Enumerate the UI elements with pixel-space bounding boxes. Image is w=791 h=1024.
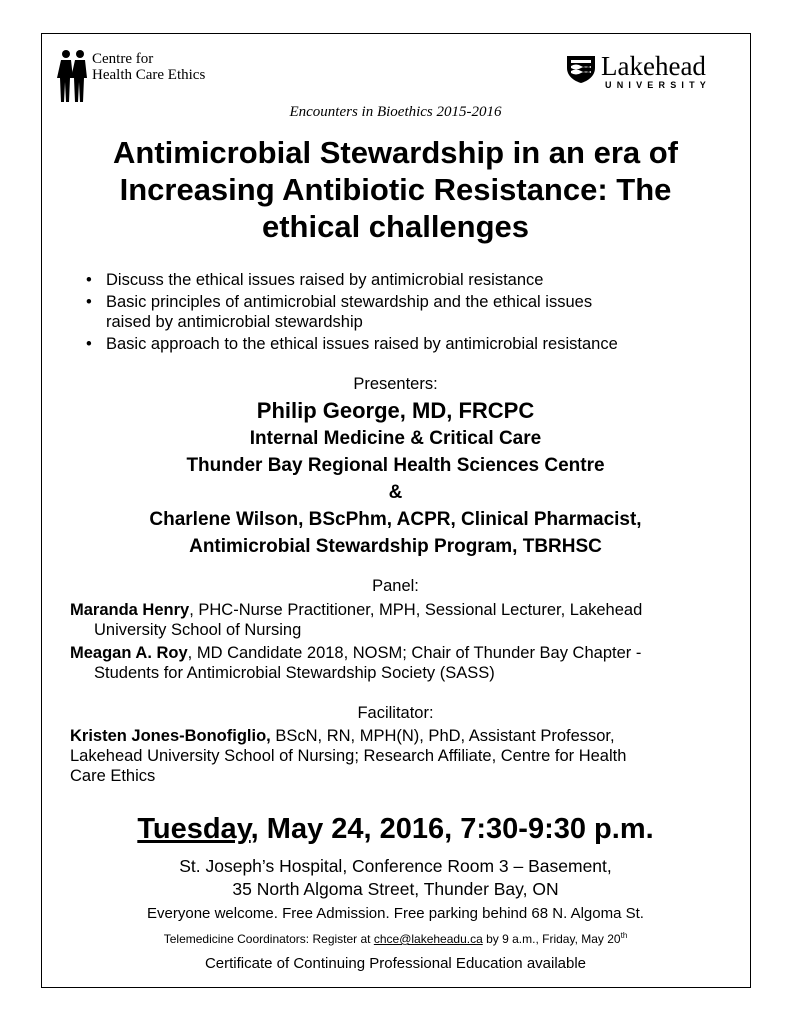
event-day: Tuesday [137, 813, 251, 845]
series-title: Encounters in Bioethics 2015-2016 [289, 104, 502, 120]
certificate-note: Certificate of Continuing Professional Education available [204, 955, 587, 972]
event-date-rest: , May 24, 2016, 7:30-9:30 p.m. [250, 813, 654, 845]
panel-member [70, 600, 750, 640]
people-silhouette-icon [56, 49, 90, 105]
objective-item [84, 334, 724, 354]
presenter2-line2: Antimicrobial Stewardship Program, TBRHSC [189, 536, 602, 557]
presenter-ampersand: & [388, 482, 403, 503]
facilitator-entry [70, 726, 750, 786]
event-date [0, 813, 791, 846]
title-line2: Increasing Antibiotic Resistance: The [119, 172, 672, 207]
panel-member-line2: University School of Nursing [94, 621, 302, 639]
panel-member-line1: , PHC-Nurse Practitioner, MPH, Sessional Lecturer, Lakehead [189, 601, 643, 619]
objective-item [84, 270, 724, 290]
presenters-label: Presenters: [353, 375, 438, 393]
facilitator-line2: Lakehead University School of Nursing; Research Affiliate, Centre for Health [70, 747, 627, 765]
logo-left-text [92, 51, 205, 83]
logo-left-line2: Health Care Ethics [92, 67, 206, 83]
presenter2-line1: Charlene Wilson, BScPhm, ACPR, Clinical Pharmacist, [149, 509, 642, 530]
event-title [50, 134, 741, 245]
facilitator-line3: Care Ethics [70, 767, 156, 785]
panel-label: Panel: [372, 577, 419, 595]
panel-member-line2: Students for Antimicrobial Stewardship Society (SASS) [94, 664, 495, 682]
objective-text: Basic approach to the ethical issues raised by antimicrobial resistance [106, 335, 618, 353]
logo-right-name: Lakehead [601, 51, 706, 81]
facilitator-label: Facilitator: [357, 704, 434, 722]
location-line2: 35 North Algoma Street, Thunder Bay, ON [232, 879, 559, 899]
centre-for-health-care-ethics-logo [56, 49, 226, 105]
objective-text-line2: raised by antimicrobial stewardship [106, 313, 363, 331]
panel-member-name: Maranda Henry [70, 601, 190, 619]
logo-left-line1: Centre for [92, 51, 154, 67]
presenter1-name: Philip George, MD, FRCPC [256, 398, 535, 423]
tele-prefix: Telemedicine Coordinators: Register at [163, 932, 374, 946]
panel-member-line1: , MD Candidate 2018, NOSM; Chair of Thunder Bay Chapter - [187, 644, 642, 662]
objective-text-line1: Basic principles of antimicrobial stewardship and the ethical issues [106, 293, 593, 311]
panel-member [70, 643, 750, 683]
panel-member-name: Meagan A. Roy [70, 644, 188, 662]
facilitator-line1: BScN, RN, MPH(N), PhD, Assistant Professor, [270, 727, 615, 745]
title-line1: Antimicrobial Stewardship in an era of [113, 135, 678, 170]
telemedicine-note [0, 931, 791, 946]
logo-right-sub: UNIVERSITY [605, 80, 712, 90]
objective-text: Discuss the ethical issues raised by antimicrobial resistance [106, 271, 544, 289]
facilitator-name: Kristen Jones-Bonofiglio, [70, 727, 271, 745]
lakehead-university-logo [565, 52, 740, 94]
presenter1-role: Internal Medicine & Critical Care [249, 428, 542, 449]
location-line1: St. Joseph’s Hospital, Conference Room 3 – Basement, [179, 856, 612, 876]
register-email-link[interactable]: chce@lakeheadu.ca [373, 932, 483, 946]
tele-suffix: by 9 a.m., Friday, May 20 [482, 932, 621, 946]
presenter1-org: Thunder Bay Regional Health Sciences Centre [186, 455, 605, 476]
objective-item [84, 292, 724, 332]
title-line3: ethical challenges [261, 209, 530, 244]
objectives-list [84, 270, 724, 356]
tele-sup: th [620, 931, 628, 940]
welcome-note: Everyone welcome. Free Admission. Free parking behind 68 N. Algoma St. [147, 905, 644, 922]
lakehead-shield-icon [565, 54, 597, 84]
